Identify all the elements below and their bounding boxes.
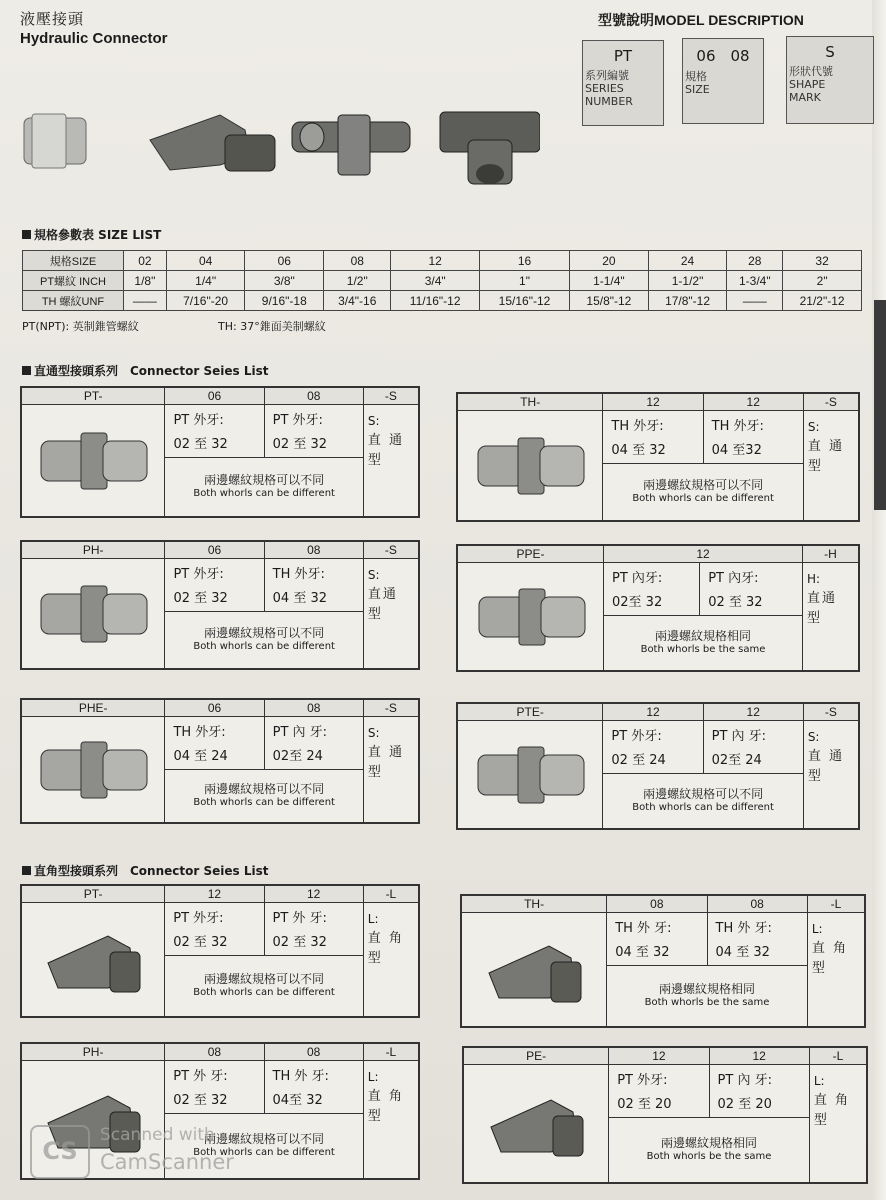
shape-code: S: [807, 730, 820, 744]
card-header-cell: 12 [165, 886, 264, 903]
thread-range: 02至 24 [711, 753, 762, 768]
size-cell: 32 [783, 251, 862, 271]
card-header-cell: -L [363, 886, 418, 903]
note-en: Both whorls can be different [193, 987, 335, 998]
card-shape-type [363, 903, 418, 1017]
model-desc: 規格 [685, 70, 707, 83]
model-code: 06 08 [696, 47, 750, 65]
note-en: Both whorls can be different [193, 797, 335, 808]
thread-range: 04 至 24 [173, 749, 228, 764]
card-header-cell: -L [363, 1044, 418, 1061]
title-en: Hydraulic Connector [20, 30, 168, 47]
card-header-cell: PHE- [22, 700, 165, 717]
shape-code: S: [367, 726, 380, 740]
card-header-cell: 08 [264, 700, 363, 717]
connector-card [460, 894, 866, 1028]
inch-cell: 3/4" [391, 271, 480, 291]
card-thread-spec [709, 1065, 809, 1118]
watermark-line1: Scanned with [100, 1125, 215, 1145]
inch-cell: 1-1/2" [648, 271, 727, 291]
model-desc: SERIES [585, 82, 624, 95]
thread-type: PT 內 牙: [711, 729, 767, 744]
thread-type: PT 外牙: [173, 567, 224, 582]
size-note-left: PT(NPT): 英制錐管螺紋 [22, 320, 139, 333]
card-header-cell: TH- [462, 896, 607, 913]
note-en: Both whorls be the same [640, 644, 766, 655]
size-cell: 06 [245, 251, 324, 271]
shape-name: 直通 型 [367, 587, 398, 622]
shape-name: 直 通 型 [807, 749, 844, 784]
connector-card [456, 544, 860, 672]
elbow-fitting-icon [38, 918, 148, 998]
card-thread-spec [604, 563, 700, 616]
card-shape-type [363, 717, 418, 823]
model-box-shape [786, 36, 874, 124]
thread-type: PT 外牙: [173, 911, 224, 926]
size-cell: 28 [727, 251, 783, 271]
connector-card [456, 702, 860, 830]
straight-fitting-icon [470, 424, 590, 504]
size-note-right: TH: 37°錐面美制螺紋 [218, 320, 326, 333]
note-cn: 兩邊螺紋規格可以不同 [643, 478, 764, 492]
card-header-cell: 12 [264, 886, 363, 903]
card-shape-type [363, 405, 418, 517]
card-thread-spec [165, 559, 264, 612]
size-cell: 02 [124, 251, 167, 271]
card-note [165, 458, 363, 517]
card-header-cell: -L [807, 896, 864, 913]
card-header-cell: -S [803, 704, 858, 721]
shape-name: 直 角 型 [811, 941, 848, 976]
card-header-cell: 06 [165, 542, 264, 559]
unf-cell: —— [727, 291, 783, 311]
card-header-cell: -S [363, 388, 418, 405]
product-photos [20, 100, 540, 195]
inch-cell: 1" [479, 271, 569, 291]
card-thread-spec [700, 563, 803, 616]
size-row-label: 規格SIZE [23, 251, 124, 271]
thread-range: 02 至 32 [173, 437, 228, 452]
tee-fitting-icon [440, 112, 540, 184]
thread-range: 02 至 32 [173, 1093, 228, 1108]
size-cell: 12 [391, 251, 480, 271]
cross-fitting-icon [292, 115, 410, 175]
thread-range: 02 至 32 [173, 935, 228, 950]
shape-code: L: [367, 1070, 379, 1084]
model-box-series [582, 40, 664, 126]
thread-type: TH 外 牙: [715, 921, 772, 936]
thread-type: TH 外牙: [173, 725, 226, 740]
card-note [165, 956, 364, 1017]
thread-range: 04 至 32 [272, 591, 327, 606]
note-cn: 兩邊螺紋規格可以不同 [204, 626, 325, 640]
size-cell: 16 [479, 251, 569, 271]
shape-name: 直通 型 [807, 591, 838, 626]
card-thread-spec [603, 721, 703, 774]
card-thread-spec [264, 1061, 363, 1114]
inch-cell: 1/4" [166, 271, 245, 291]
unf-cell: 17/8"-12 [648, 291, 727, 311]
straight-heading [22, 362, 268, 379]
connector-card [20, 698, 420, 824]
shape-name: 直 角 型 [813, 1093, 850, 1128]
thread-range: 04 至 32 [615, 945, 670, 960]
straight-heading-text: 直通型接頭系列 Connector Seies List [34, 364, 269, 378]
unf-cell: 3/4"-16 [324, 291, 391, 311]
shape-code: L: [367, 912, 379, 926]
card-thread-spec [264, 405, 363, 458]
thread-type: TH 外 牙: [615, 921, 672, 936]
card-header-cell: 08 [264, 1044, 363, 1061]
size-list-heading [22, 226, 161, 243]
thread-range: 04 至 32 [611, 443, 666, 458]
card-thread-spec [707, 913, 807, 966]
hex-nipple-icon [24, 114, 86, 168]
thread-type: TH 外 牙: [272, 1069, 329, 1084]
size-list-heading-text: 規格參數表 SIZE LIST [34, 228, 162, 242]
model-desc: 系列編號 [585, 69, 629, 82]
note-en: Both whorls can be different [193, 641, 335, 652]
model-desc: 形狀代號 [789, 65, 833, 78]
connector-card [456, 392, 860, 522]
card-photo [462, 913, 607, 1027]
model-desc: NUMBER [585, 95, 633, 108]
card-header-cell: 08 [165, 1044, 264, 1061]
thread-type: PT 外牙: [611, 729, 662, 744]
thread-type: PT 外 牙: [173, 1069, 228, 1084]
card-photo [458, 563, 604, 671]
note-cn: 兩邊螺紋規格可以不同 [204, 782, 325, 796]
size-cell: 20 [570, 251, 649, 271]
unf-cell: —— [124, 291, 167, 311]
card-thread-spec [703, 411, 803, 464]
thread-range: 02 至 20 [717, 1097, 772, 1112]
card-photo [22, 405, 165, 517]
shape-code: S: [367, 568, 380, 582]
shape-name: 直 通 型 [807, 439, 844, 474]
thread-type: PT 外 牙: [272, 911, 327, 926]
shape-name: 直 角 型 [367, 1089, 404, 1124]
model-desc: SHAPE [789, 78, 826, 91]
card-header-cell: PE- [464, 1048, 609, 1065]
card-photo [464, 1065, 609, 1183]
card-header-cell: -S [363, 542, 418, 559]
card-shape-type [809, 1065, 866, 1183]
note-en: Both whorls be the same [646, 1151, 772, 1162]
card-note [604, 616, 803, 671]
model-desc: MARK [789, 91, 821, 104]
card-header-cell: PH- [22, 1044, 165, 1061]
card-note [603, 464, 803, 521]
card-header-cell: 08 [607, 896, 707, 913]
model-code: S [825, 43, 835, 61]
size-row [23, 251, 862, 271]
shape-name: 直 角 型 [367, 931, 404, 966]
note-cn: 兩邊螺紋規格可以不同 [204, 1132, 325, 1146]
card-header-cell: PPE- [458, 546, 604, 563]
card-thread-spec [703, 721, 803, 774]
card-header-cell: 08 [707, 896, 807, 913]
card-header-cell: -S [363, 700, 418, 717]
unf-row [23, 291, 862, 311]
card-header-cell: -H [803, 546, 859, 563]
thread-range: 02 至 20 [617, 1097, 672, 1112]
note-cn: 兩邊螺紋規格可以不同 [204, 972, 325, 986]
elbow-fitting-icon [479, 928, 589, 1008]
page-edge [872, 0, 886, 1200]
card-header-cell: 12 [603, 394, 703, 411]
elbow-heading-text: 直角型接頭系列 Connector Seies List [34, 864, 269, 878]
size-cell: 04 [166, 251, 245, 271]
unf-row-label: TH 螺紋UNF [23, 291, 124, 311]
card-photo [22, 717, 165, 823]
thread-range: 02 至 32 [272, 935, 327, 950]
connector-card [462, 1046, 868, 1184]
unf-cell: 9/16"-18 [245, 291, 324, 311]
card-thread-spec [165, 1061, 264, 1114]
straight-fitting-icon [471, 575, 591, 655]
note-en: Both whorls can be different [632, 802, 774, 813]
note-cn: 兩邊螺紋規格相同 [661, 1136, 758, 1150]
card-note [165, 612, 363, 669]
thread-range: 02至 32 [612, 595, 663, 610]
thread-type: TH 外牙: [711, 419, 764, 434]
card-header-cell: 12 [703, 394, 803, 411]
shape-name: 直 通 型 [367, 745, 404, 780]
card-note [165, 770, 363, 823]
card-header-cell: 12 [709, 1048, 809, 1065]
note-cn: 兩邊螺紋規格相同 [654, 629, 751, 643]
thread-type: PT 內 牙: [717, 1073, 772, 1088]
card-thread-spec [165, 405, 264, 458]
card-shape-type [803, 411, 858, 521]
thread-type: PT 內牙: [708, 571, 759, 586]
thread-range: 02 至 24 [611, 753, 666, 768]
card-header-cell: 08 [264, 542, 363, 559]
unf-cell: 21/2"-12 [783, 291, 862, 311]
note-en: Both whorls can be different [193, 488, 335, 499]
elbow-fitting-icon [150, 115, 275, 171]
thread-range: 02 至 32 [708, 595, 763, 610]
inch-cell: 1-3/4" [727, 271, 783, 291]
shape-code: S: [807, 420, 820, 434]
note-en: Both whorls be the same [644, 997, 770, 1008]
thread-type: PT 內牙: [612, 571, 663, 586]
thread-range: 02至 24 [272, 749, 323, 764]
thread-type: PT 內 牙: [272, 725, 328, 740]
shape-code: L: [813, 1074, 825, 1088]
unf-cell: 15/16"-12 [479, 291, 569, 311]
note-cn: 兩邊螺紋規格可以不同 [643, 787, 764, 801]
inch-row-label: PT螺紋 INCH [23, 271, 124, 291]
card-note [607, 966, 808, 1027]
card-thread-spec [603, 411, 703, 464]
card-header-cell: TH- [458, 394, 603, 411]
card-header-cell: PT- [22, 388, 165, 405]
thread-type: PT 外牙: [272, 413, 323, 428]
inch-cell: 2" [783, 271, 862, 291]
card-thread-spec [264, 559, 363, 612]
card-header-cell: PTE- [458, 704, 603, 721]
thread-range: 02 至 32 [173, 591, 228, 606]
elbow-fitting-icon [481, 1082, 591, 1162]
thread-type: TH 外牙: [611, 419, 664, 434]
note-en: Both whorls can be different [632, 493, 774, 504]
card-header-cell: 08 [264, 388, 363, 405]
thread-range: 04 至 32 [715, 945, 770, 960]
unf-cell: 7/16"-20 [166, 291, 245, 311]
card-thread-spec [264, 903, 363, 956]
card-photo [458, 411, 603, 521]
straight-fitting-icon [33, 572, 153, 652]
inch-cell: 1/2" [324, 271, 391, 291]
card-header-cell: PT- [22, 886, 165, 903]
unf-cell: 11/16"-12 [391, 291, 480, 311]
model-desc: SIZE [685, 83, 710, 96]
inch-cell: 1/8" [124, 271, 167, 291]
inch-cell: 1-1/4" [570, 271, 649, 291]
card-shape-type [363, 1061, 418, 1179]
straight-fitting-icon [33, 728, 153, 808]
thread-range: 04至 32 [272, 1093, 323, 1108]
card-photo [22, 903, 165, 1017]
shape-code: S: [367, 414, 380, 428]
thread-range: 02 至 32 [272, 437, 327, 452]
card-header-cell: -L [809, 1048, 866, 1065]
thread-type: TH 外牙: [272, 567, 325, 582]
connector-card [20, 884, 420, 1018]
note-en: Both whorls can be different [193, 1147, 335, 1158]
card-shape-type [803, 721, 858, 829]
straight-fitting-icon [470, 733, 590, 813]
card-thread-spec [165, 717, 264, 770]
card-shape-type [803, 563, 859, 671]
inch-row [23, 271, 862, 291]
card-thread-spec [607, 913, 707, 966]
card-photo [458, 721, 603, 829]
card-header-cell: 06 [165, 388, 264, 405]
card-note [609, 1118, 810, 1183]
card-header-cell: 06 [165, 700, 264, 717]
camscanner-badge: CS [30, 1125, 90, 1179]
thread-type: PT 外牙: [617, 1073, 668, 1088]
card-header-cell: 12 [703, 704, 803, 721]
thread-range: 04 至32 [711, 443, 762, 458]
connector-card [20, 386, 420, 518]
elbow-heading [22, 862, 268, 879]
card-header-cell: 12 [603, 704, 703, 721]
size-cell: 08 [324, 251, 391, 271]
card-shape-type [363, 559, 418, 669]
card-note [603, 774, 803, 829]
thread-type: PT 外牙: [173, 413, 224, 428]
card-header-cell: PH- [22, 542, 165, 559]
note-cn: 兩邊螺紋規格可以不同 [204, 473, 325, 487]
model-description-title: 型號說明MODEL DESCRIPTION [598, 12, 804, 28]
model-code: PT [613, 47, 633, 65]
card-header-cell: 12 [604, 546, 803, 563]
card-header-cell: -S [803, 394, 858, 411]
shape-name: 直 通 型 [367, 433, 404, 468]
card-thread-spec [264, 717, 363, 770]
shape-code: L: [811, 922, 823, 936]
inch-cell: 3/8" [245, 271, 324, 291]
card-shape-type [807, 913, 864, 1027]
card-thread-spec [609, 1065, 709, 1118]
card-thread-spec [165, 903, 264, 956]
side-tab [874, 300, 886, 510]
card-photo [22, 559, 165, 669]
model-box-size [682, 38, 764, 124]
connector-card [20, 540, 420, 670]
shape-code: H: [807, 572, 821, 586]
watermark-line2: CamScanner [100, 1150, 234, 1174]
straight-fitting-icon [33, 419, 153, 499]
note-cn: 兩邊螺紋規格相同 [659, 982, 756, 996]
title-cn: 液壓接頭 [20, 10, 85, 28]
size-table [22, 250, 862, 311]
size-cell: 24 [648, 251, 727, 271]
unf-cell: 15/8"-12 [570, 291, 649, 311]
card-header-cell: 12 [609, 1048, 709, 1065]
